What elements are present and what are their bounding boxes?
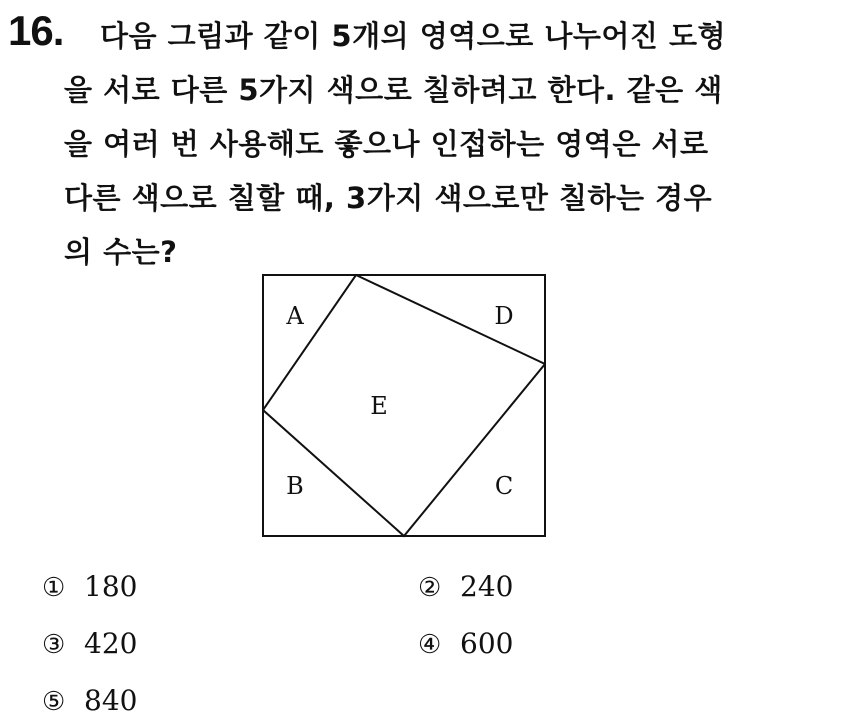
choice-marker-5: ⑤	[42, 687, 66, 717]
choice-marker-3: ③	[42, 630, 66, 660]
region-diagram	[262, 272, 546, 538]
choice-value-4: 600	[460, 627, 514, 660]
choice-marker-2: ②	[418, 573, 442, 603]
region-label-a: A	[286, 302, 304, 330]
region-label-d: D	[494, 302, 514, 330]
choice-marker-1: ①	[42, 573, 66, 603]
choice-2[interactable]	[418, 570, 513, 603]
choice-value-5: 840	[84, 684, 138, 717]
choice-5[interactable]	[42, 684, 137, 717]
choice-1[interactable]	[42, 570, 137, 603]
region-label-e: E	[370, 392, 388, 420]
question-line-5: 의 수는?	[64, 235, 178, 269]
region-label-b: B	[286, 472, 304, 500]
region-figure	[262, 272, 546, 538]
question-line-1: 다음 그림과 같이 5개의 영역으로 나누어진 도형	[100, 19, 727, 53]
problem-number: 16.	[8, 7, 64, 54]
choice-3[interactable]	[42, 627, 137, 660]
choice-4[interactable]	[418, 627, 513, 660]
choice-marker-4: ④	[418, 630, 442, 660]
choice-value-2: 240	[460, 570, 514, 603]
question-line-3: 을 여러 번 사용해도 좋으나 인접하는 영역은 서로	[64, 127, 709, 161]
choice-value-3: 420	[84, 627, 138, 660]
question-line-2: 을 서로 다른 5가지 색으로 칠하려고 한다. 같은 색	[64, 73, 723, 107]
question-line-4: 다른 색으로 칠할 때, 3가지 색으로만 칠하는 경우	[64, 181, 713, 215]
choice-value-1: 180	[84, 570, 138, 603]
region-label-c: C	[494, 472, 514, 500]
